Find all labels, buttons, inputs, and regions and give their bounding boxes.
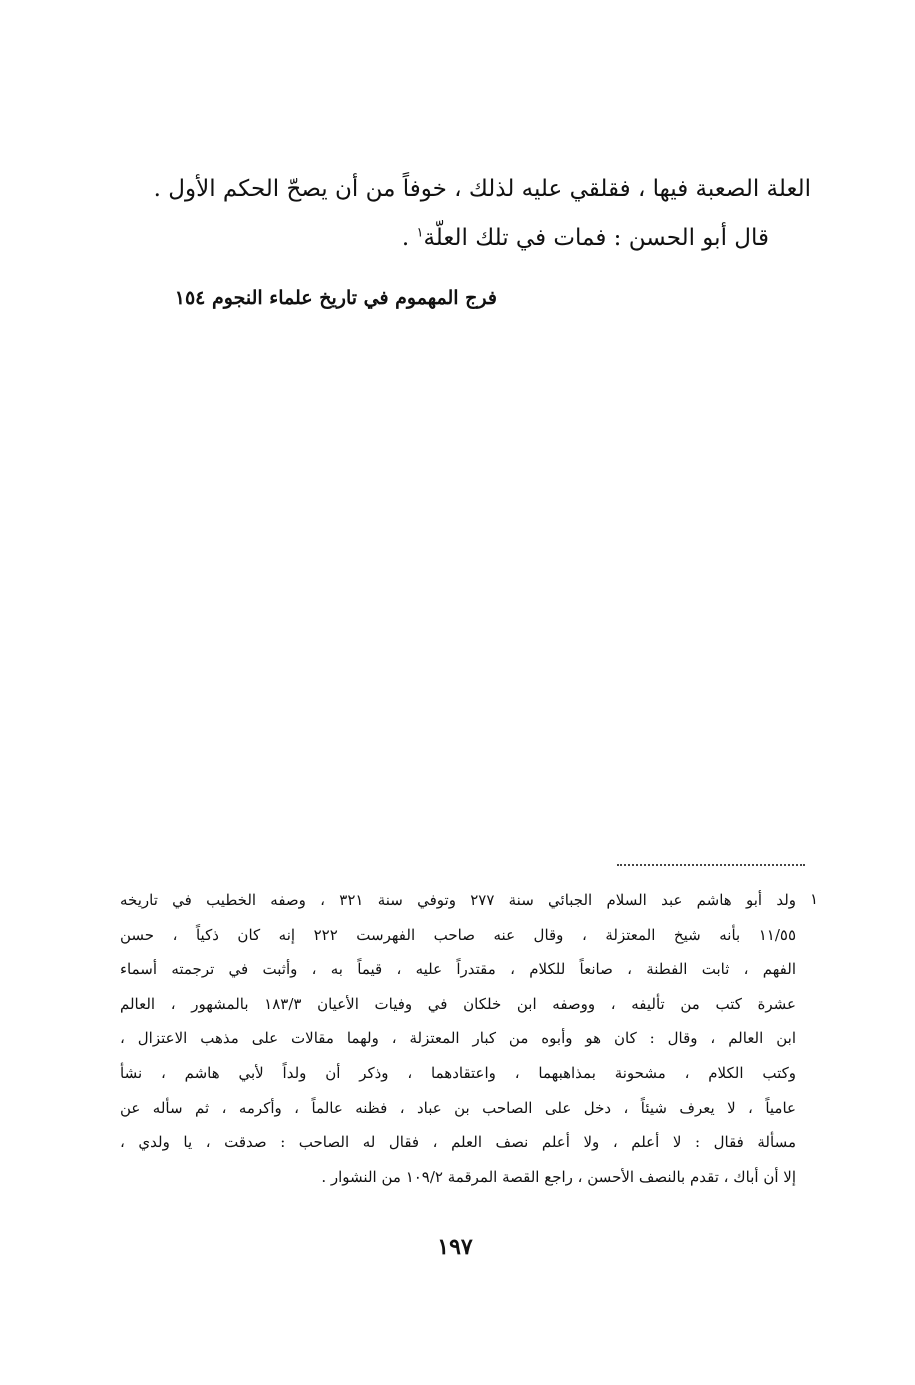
footnote-block [120, 883, 818, 1194]
footnote-line: عامياً ، لا يعرف شيئاً ، دخل على الصاحب بن عباد ، فظنه عالماً ، وأكرمه ، ثم سأله عن [120, 1098, 796, 1117]
footnote-line: ولد أبو هاشم عبد السلام الجبائي سنة ٢٧٧ وتوفي سنة ٣٢١ ، وصفه الخطيب في تاريخه [120, 891, 796, 909]
footnote-line: ١١/٥٥ بأنه شيخ المعتزلة ، وقال عنه صاحب الفهرست ٢٢٢ إنه كان ذكياً ، حسن [120, 925, 796, 944]
footnote-line: وكتب الكلام ، مشحونة بمذاهبهما ، واعتقادهما ، وذكر أن ولداً لأبي هاشم ، نشأ [120, 1063, 796, 1082]
body-text-line [402, 223, 769, 253]
footnote-line: الفهم ، ثابت الفطنة ، صانعاً للكلام ، مقتدراً عليه ، قيماً به ، وأثبت في ترجمته أسماء [120, 960, 796, 979]
section-heading: فرج المهموم في تاريخ علماء النجوم ١٥٤ [174, 287, 497, 309]
body-text-line: العلة الصعبة فيها ، فقلقي عليه لذلك ، خوفاً من أن يصحّ الحكم الأول . [153, 176, 811, 202]
footnote-line: ابن العالم ، وقال : كان هو وأبوه من كبار المعتزلة ، ولهما مقالات على مذهب الاعتزال ، [120, 1029, 796, 1048]
footnote-marker: ١ [809, 890, 818, 908]
footnote-reference: ١ [416, 225, 424, 241]
footnote-divider [617, 864, 805, 866]
footnote-line: إلا أن أباك ، تقدم بالنصف الأحسن ، راجع القصة المرقمة ١٠٩/٢ من النشوار . [321, 1167, 796, 1186]
body-text-end: . [401, 225, 417, 251]
footnote-line: عشرة كتب من تأليفه ، ووصفه ابن خلكان في وفيات الأعيان ١٨٣/٣ بالمشهور ، العالم [120, 994, 796, 1013]
page-number: ١٩٧ [437, 1234, 473, 1260]
body-text: قال أبو الحسن : فمات في تلك العلّة [423, 225, 769, 251]
footnote-line: مسألة فقال : لا أعلم ، ولا أعلم نصف العلم ، فقال له الصاحب : صدقت ، يا ولدي ، [120, 1133, 796, 1152]
